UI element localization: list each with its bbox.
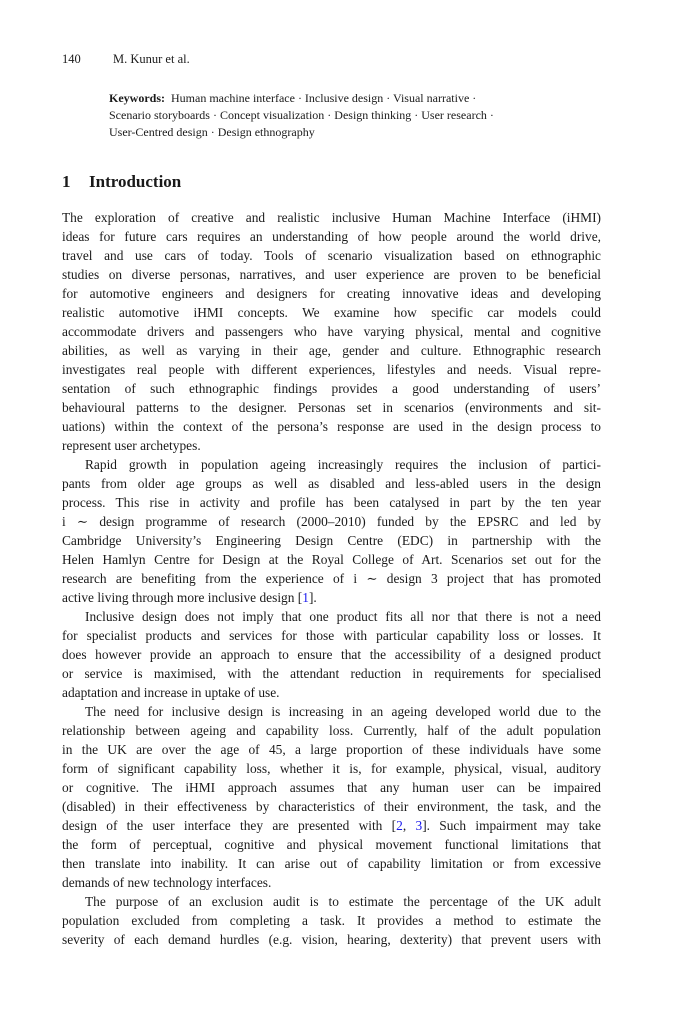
text-line: or service is maximised, with the attendant reduction in requirements for specialised: [62, 666, 601, 681]
text-line: Helen Hamlyn Centre for Design at the Royal College of Art. Scenarios set out for the: [62, 552, 601, 567]
text-line: (disabled) in their effectiveness by characteristics of their environment, the task, and the: [62, 799, 601, 814]
paragraph: [62, 607, 601, 702]
text-line: for automotive engineers and designers for creating innovative ideas and developing: [62, 286, 601, 301]
text-line: Cambridge University’s Engineering Design Centre (EDC) in partnership with the: [62, 533, 601, 548]
text-line: Inclusive design does not imply that one product fits all nor that there is not a need: [85, 609, 601, 624]
text-line: research are benefiting from the experience of i ∼ design 3 project that has promoted: [62, 571, 601, 586]
text-line: for specialist products and services for those with particular capability loss or losses. It: [62, 628, 601, 643]
text-line: ideas for future cars requires an understanding of how people around the world drive,: [62, 229, 601, 244]
keywords-line: Scenario storyboards · Concept visualization · Design thinking · User research ·: [109, 108, 494, 122]
text-line: abilities, as well as varying in their age, gender and culture. Ethnographic research: [62, 343, 601, 358]
keywords-block: [109, 90, 579, 141]
keywords-label: Keywords:: [109, 91, 165, 105]
text-line: process. This rise in activity and profile has been catalysed in part by the ten year: [62, 495, 601, 510]
text-line: uations) within the context of the persona’s response are used in the design process to: [62, 419, 601, 434]
text-line: does however provide an approach to ensure that the accessibility of a designed product: [62, 647, 601, 662]
text-line: sentation of such ethnographic findings provides a good understanding of users’: [62, 381, 601, 396]
text-line: severity of each demand hurdles (e.g. vision, hearing, dexterity) that prevent users with: [62, 932, 601, 947]
text-line: then translate into inability. It can arise out of capability limitation or from excessive: [62, 856, 601, 871]
text-line: The need for inclusive design is increasing in an ageing developed world due to the: [85, 704, 601, 719]
citation-link[interactable]: [1]: [297, 590, 314, 605]
text-line: design of the user interface they are presented with [2, 3]. Such impairment may take: [62, 818, 601, 833]
text-line: pants from older age groups as well as disabled and less-abled users in the design: [62, 476, 601, 491]
section-number: 1: [62, 172, 71, 191]
text-line: represent user archetypes.: [62, 438, 201, 453]
text-line: The exploration of creative and realistic inclusive Human Machine Interface (iHMI): [62, 210, 601, 225]
text-line: form of significant capability loss, whether it is, for example, physical, visual, auditory: [62, 761, 601, 776]
text-line: demands of new technology interfaces.: [62, 875, 272, 890]
text-line: behavioural patterns to the designer. Personas set in scenarios (environments and sit-: [62, 400, 601, 415]
text-line: adaptation and increase in uptake of use.: [62, 685, 280, 700]
text-line: travel and use cars of today. Tools of scenario visualization based on ethnographic: [62, 248, 601, 263]
citation-number[interactable]: 1: [302, 590, 309, 605]
text-line: active living through more inclusive design [1].: [62, 590, 317, 605]
running-head-authors: M. Kunur et al.: [113, 52, 190, 66]
paragraph: [62, 208, 601, 455]
text-line: in the UK are over the age of 45, a large proportion of these individuals have some: [62, 742, 601, 757]
keywords-line: [109, 90, 579, 107]
paragraph: [62, 892, 601, 949]
section-heading: [62, 172, 181, 192]
text-line: i ∼ design programme of research (2000–2010) funded by the EPSRC and led by: [62, 514, 601, 529]
citation-number[interactable]: 3: [415, 818, 423, 833]
paragraph: [62, 702, 601, 892]
text-line: The purpose of an exclusion audit is to estimate the percentage of the UK adult: [85, 894, 601, 909]
text-line: investigates real people with different experiences, lifestyles and needs. Visual repre-: [62, 362, 601, 377]
text-line: accommodate drivers and passengers who have varying physical, mental and cognitive: [62, 324, 601, 339]
body-text: [62, 208, 601, 949]
citation-link[interactable]: [2, 3]: [391, 818, 427, 833]
text-line: relationship between ageing and capability loss. Currently, half of the adult population: [62, 723, 601, 738]
text-line: population excluded from completing a task. It provides a method to estimate the: [62, 913, 601, 928]
paragraph: [62, 455, 601, 607]
section-title: Introduction: [89, 172, 182, 191]
page-number: 140: [62, 52, 81, 66]
text-line: Rapid growth in population ageing increasingly requires the inclusion of partici-: [85, 457, 601, 472]
keywords-text: Human machine interface · Inclusive design · Visual narrative ·: [171, 91, 477, 105]
text-line: studies on diverse personas, narratives, and user experience are proven to be beneficial: [62, 267, 601, 282]
text-line: the form of perceptual, cognitive and physical movement functional limitations that: [62, 837, 601, 852]
text-line: or cognitive. The iHMI approach assumes that any human user can be impaired: [62, 780, 601, 795]
running-head: [62, 52, 190, 67]
citation-number[interactable]: 2: [396, 818, 403, 833]
text-line: realistic automotive iHMI concepts. We examine how specific car models could: [62, 305, 601, 320]
keywords-line: User-Centred design · Design ethnography: [109, 125, 315, 139]
